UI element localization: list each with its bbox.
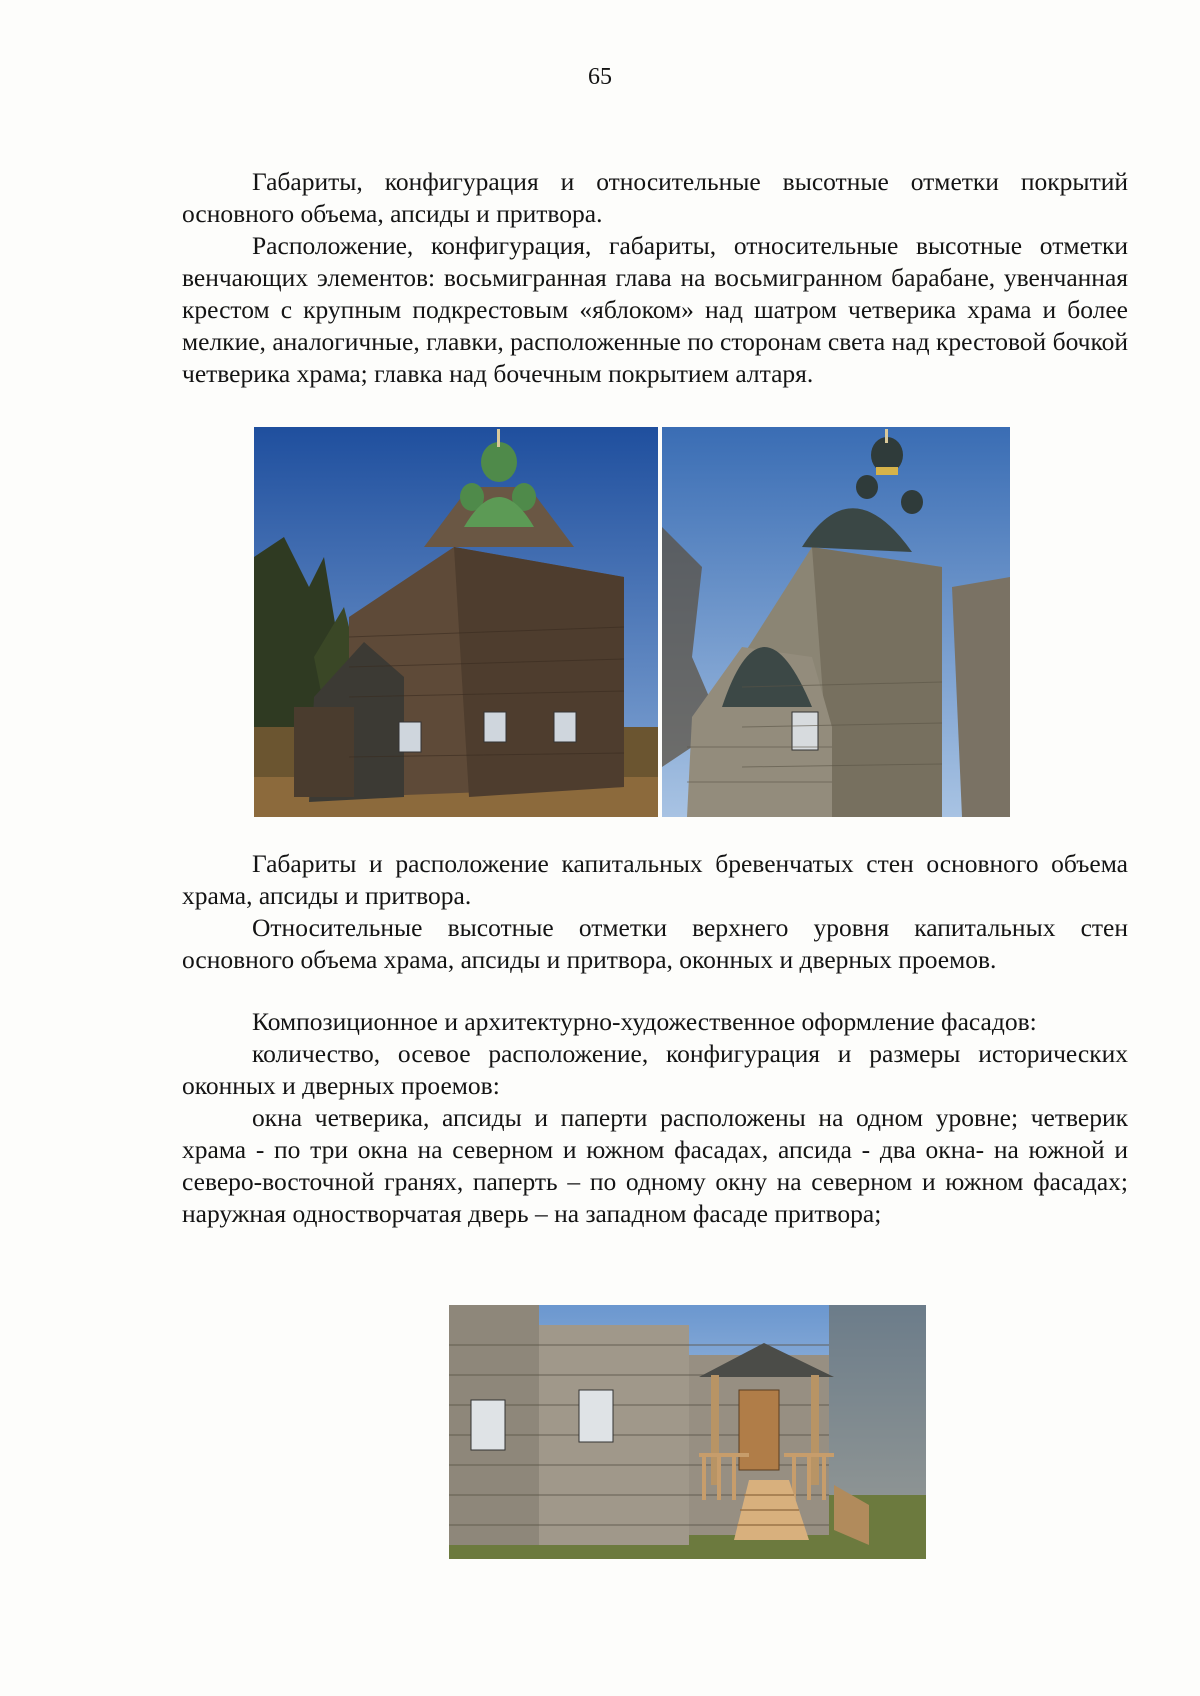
text-block-3 xyxy=(182,1006,1128,1230)
paragraph-roof-dimensions: Габариты, конфигурация и относительные высотные отметки покрытий основного объема, апсиды и притвора. xyxy=(182,167,1128,228)
paragraph-facade-design: Композиционное и архитектурно-художественное оформление фасадов: xyxy=(252,1007,1037,1036)
page-number: 65 xyxy=(588,64,612,90)
paragraph-wall-heights: Относительные высотные отметки верхнего уровня капитальных стен основного объема храма, апсиды и притвора, оконных и дверных проемов. xyxy=(182,913,1128,974)
church-photo-dark-domes xyxy=(662,427,1010,817)
church-photo-green-domes xyxy=(254,427,658,817)
paragraph-crowning-elements: Расположение, конфигурация, габариты, относительные высотные отметки венчающих элементов: восьмигранная глава на восьмигранном барабане, увенчанная крестом с крупным подкрестовым «яблоком» над шатром четверика храма и более мелкие, аналогичные, главки, расположенные по сторонам света над крестовой бочкой четверика храма; главка над бочечным покрытием алтаря. xyxy=(182,231,1128,388)
paragraph-wall-dimensions: Габариты и расположение капитальных бревенчатых стен основного объема храма, апсиды и притвора. xyxy=(182,849,1128,910)
text-block-2 xyxy=(182,848,1128,976)
text-block-1 xyxy=(182,166,1128,390)
paragraph-openings: количество, осевое расположение, конфигурация и размеры исторических оконных и дверных проемов: xyxy=(182,1039,1128,1100)
paragraph-windows-doors: окна четверика, апсиды и паперти расположены на одном уровне; четверик храма - по три окна на северном и южном фасадах, апсида - два окна- на южной и северо-восточной гранях, паперть – по одному окну на северном и южном фасадах; наружная одностворчатая дверь – на западном фасаде притвора; xyxy=(182,1103,1128,1228)
church-porch-photo xyxy=(449,1305,926,1559)
